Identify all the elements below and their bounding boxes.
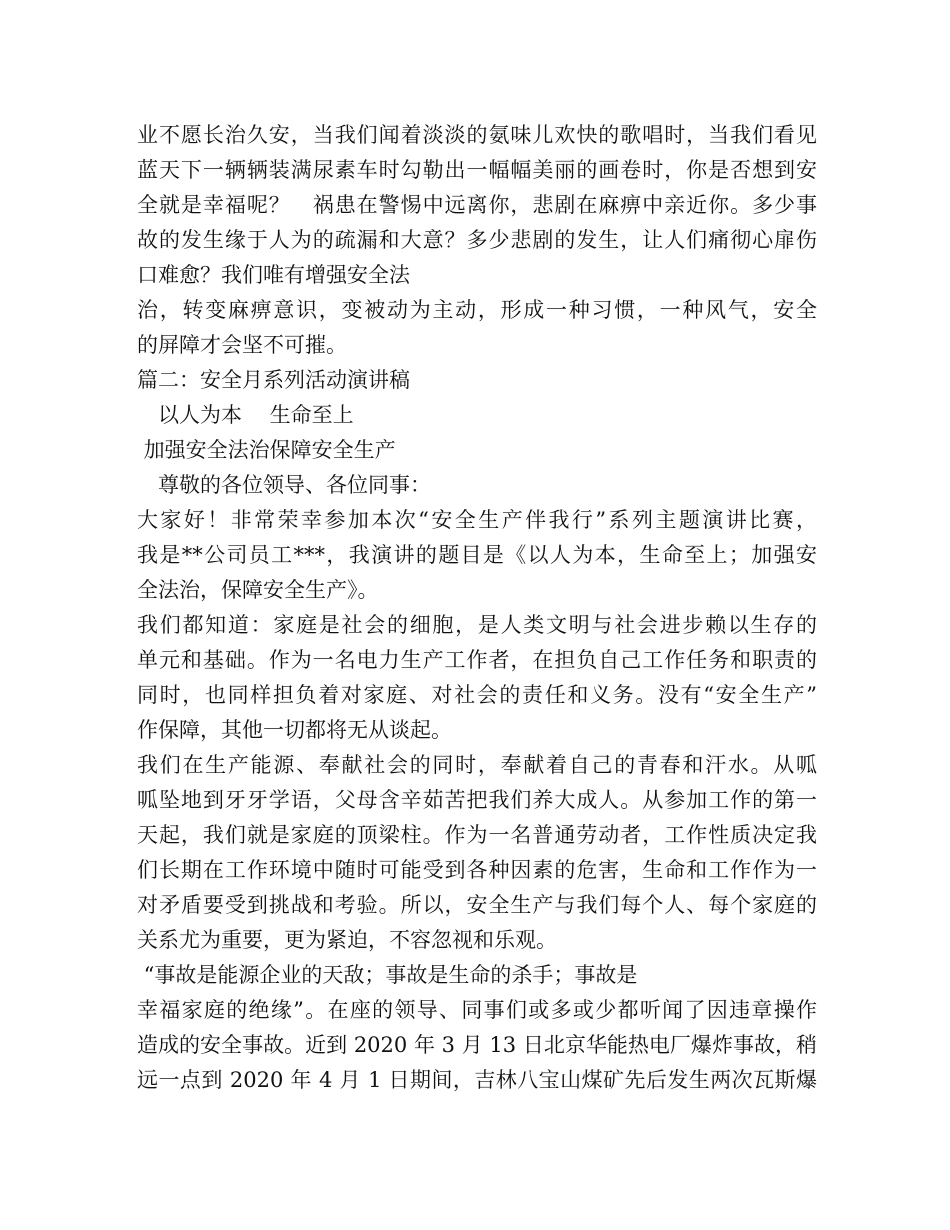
text-line: 单元和基础。作为一名电力生产工作者，在担负自己工作任务和职责的 [137, 648, 817, 672]
section-heading: 篇二：安全月系列活动演讲稿 [137, 368, 410, 392]
text-line: 故的发生缘于人为的疏漏和大意？多少悲剧的发生，让人们痛彻心扉伤 [137, 228, 817, 252]
speech-title: 以人为本 生命至上 [137, 403, 354, 427]
text-line: 远一点到 2020 年 4 月 1 日期间，吉林八宝山煤矿先后发生两次瓦斯爆 [137, 1068, 817, 1092]
text-line: 同时，也同样担负着对家庭、对社会的责任和义务。没有“安全生产” [137, 683, 817, 707]
text-line: 呱坠地到牙牙学语，父母含辛茹苦把我们养大成人。从参加工作的第一 [137, 788, 817, 812]
text-line: 我们都知道：家庭是社会的细胞，是人类文明与社会进步赖以生存的 [137, 613, 817, 637]
text-line: 蓝天下一辆辆装满尿素车时勾勒出一幅幅美丽的画卷时，你是否想到安 [137, 158, 817, 182]
text-line: 们长期在工作环境中随时可能受到各种因素的危害，生命和工作作为一 [137, 858, 817, 882]
text-line: 天起，我们就是家庭的顶梁柱。作为一名普通劳动者，工作性质决定我 [137, 823, 817, 847]
text-line: 作保障，其他一切都将无从谈起。 [137, 718, 452, 742]
text-line: 造成的安全事故。近到 2020 年 3 月 13 日北京华能热电厂爆炸事故，稍 [137, 1033, 817, 1057]
speech-subtitle: 加强安全法治保障安全生产 [137, 438, 396, 462]
text-line: 全法治，保障安全生产》。 [137, 578, 379, 602]
text-line: 大家好！非常荣幸参加本次“安全生产伴我行”系列主题演讲比赛， [137, 508, 817, 532]
text-line: 我们在生产能源、奉献社会的同时，奉献着自己的青春和汗水。从呱 [137, 753, 817, 777]
text-line: 治，转变麻痹意识，变被动为主动，形成一种习惯，一种风气，安全 [137, 298, 817, 322]
text-line: 我是**公司员工***，我演讲的题目是《以人为本，生命至上；加强安 [137, 543, 817, 567]
text-line: “事故是能源企业的天敌；事故是生命的杀手；事故是 [137, 963, 638, 987]
salutation: 尊敬的各位领导、各位同事： [137, 473, 431, 497]
text-line: 口难愈？我们唯有增强安全法 [137, 263, 410, 287]
text-line: 全就是幸福呢？ 祸患在警惕中远离你，悲剧在麻痹中亲近你。多少事 [137, 193, 817, 217]
text-line: 关系尤为重要，更为紧迫，不容忽视和乐观。 [137, 928, 557, 952]
text-line: 对矛盾要受到挑战和考验。所以，安全生产与我们每个人、每个家庭的 [137, 893, 817, 917]
text-line: 的屏障才会坚不可摧。 [137, 333, 347, 357]
text-line: 业不愿长治久安，当我们闻着淡淡的氨味儿欢快的歌唱时，当我们看见 [137, 123, 817, 147]
document-body [137, 118, 817, 1098]
text-line: 幸福家庭的绝缘”。在座的领导、同事们或多或少都听闻了因违章操作 [137, 998, 817, 1022]
